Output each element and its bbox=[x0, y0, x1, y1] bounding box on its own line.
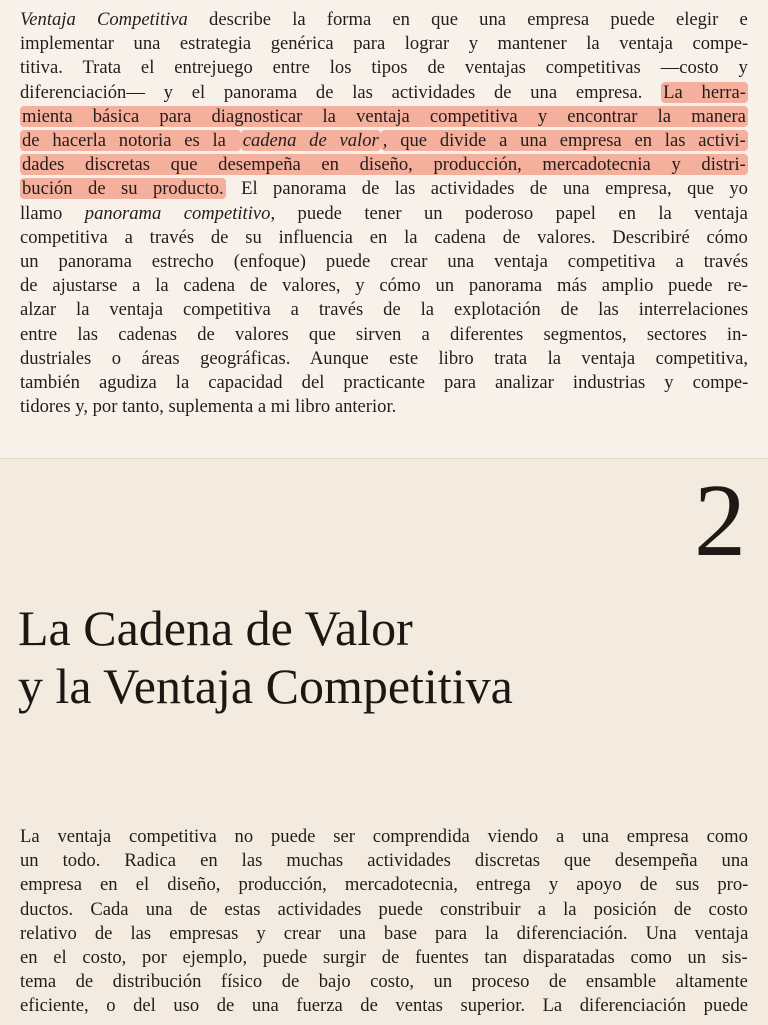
text-segment: competitiva a través de su influencia en la cadena de valores. Describiré cómo bbox=[20, 226, 748, 248]
chapter-title bbox=[18, 599, 513, 715]
chapter-body-paragraph bbox=[20, 825, 748, 1019]
text-line: en el costo, por ejemplo, puede surgir de fuentes tan disparatadas como un sis- bbox=[20, 947, 748, 969]
highlighted-text: dades discretas que desempeña en diseño, producción, mercadotecnia y distri- bbox=[22, 154, 746, 176]
text-segment: implementar una estrategia genérica para lograr y mantener la ventaja compe- bbox=[20, 33, 749, 55]
chapter-number: 2 bbox=[694, 463, 746, 578]
highlighted-text: bución de su producto. bbox=[22, 178, 224, 200]
text-segment: alzar la ventaja competitiva a través de la explotación de las interrelaciones bbox=[20, 299, 749, 321]
text-segment: de ajustarse a la cadena de valores, y cómo un panorama más amplio puede re- bbox=[20, 275, 748, 297]
text-line: eficiente, o del uso de una fuerza de ventas superior. La diferenciación puede bbox=[20, 995, 749, 1017]
text-line: ductos. Cada una de estas actividades puede constribuir a la posición de costo bbox=[20, 898, 748, 920]
text-line bbox=[20, 32, 748, 56]
highlighted-text: , que divide a una empresa en las activi- bbox=[382, 130, 746, 152]
text-line bbox=[20, 250, 748, 274]
text-segment: describe la forma en que una empresa puede elegir e bbox=[187, 9, 748, 30]
italic-term: Ventaja Competitiva bbox=[20, 9, 188, 30]
highlighted-italic-term: cadena de valor bbox=[242, 130, 379, 152]
highlighted-text: mienta básica para diagnosticar la ventaja competitiva y encontrar la manera bbox=[22, 105, 746, 127]
text-line: relativo de las empresas y crear una base para la diferenciación. Una ventaja bbox=[20, 922, 749, 944]
text-line bbox=[20, 323, 748, 347]
text-line bbox=[20, 226, 748, 250]
chapter-title-line-2: y la Ventaja Competitiva bbox=[18, 658, 513, 714]
text-line: tema de distribución físico de bajo costo, un proceso de ensamble altamente bbox=[20, 971, 748, 993]
text-line bbox=[20, 8, 748, 32]
text-line: empresa en el diseño, producción, mercadotecnia, entrega y apoyo de sus pro- bbox=[20, 874, 749, 896]
text-segment: tidores y, por tanto, suplementa a mi libro anterior. bbox=[20, 396, 397, 418]
bottom-page bbox=[0, 458, 768, 1025]
highlighted-text: de hacerla notoria es la bbox=[22, 130, 239, 152]
text-segment: un panorama estrecho (enfoque) puede crear una ventaja competitiva a través bbox=[20, 251, 749, 273]
text-segment: dustriales o áreas geográficas. Aunque este libro trata la ventaja competitiva, bbox=[20, 347, 748, 369]
text-segment: El panorama de las actividades de una empresa, que yo bbox=[225, 178, 748, 200]
text-line bbox=[20, 153, 748, 177]
top-paragraph bbox=[20, 8, 748, 419]
text-segment: también agudiza la capacidad del practicante para analizar industrias y compe- bbox=[20, 372, 749, 394]
text-line bbox=[20, 56, 748, 80]
text-line bbox=[20, 202, 748, 226]
chapter-title-line-1: La Cadena de Valor bbox=[18, 600, 413, 656]
text-line bbox=[20, 347, 748, 371]
text-line bbox=[20, 371, 748, 395]
text-line: La ventaja competitiva no puede ser comprendida viendo a una empresa como bbox=[20, 826, 748, 847]
text-line bbox=[20, 395, 748, 419]
text-segment: diferenciación— y el panorama de las actividades de una empresa. bbox=[20, 81, 662, 103]
text-segment: titiva. Trata el entrejuego entre los tipos de ventajas competitivas —costo y bbox=[20, 57, 748, 79]
text-line bbox=[20, 274, 748, 298]
text-line bbox=[20, 129, 748, 153]
text-line bbox=[20, 105, 748, 129]
text-segment: entre las cadenas de valores que sirven a diferentes segmentos, sectores in- bbox=[20, 323, 748, 345]
text-line bbox=[20, 81, 748, 105]
text-line bbox=[20, 177, 748, 201]
italic-term: panorama competitivo bbox=[84, 202, 271, 224]
text-line: un todo. Radica en las muchas actividades discretas que desempeña una bbox=[20, 850, 749, 872]
text-line bbox=[20, 298, 748, 322]
text-segment: , puede tener un poderoso papel en la ventaja bbox=[270, 202, 748, 224]
highlighted-text: La herra- bbox=[663, 81, 746, 103]
text-segment: llamo bbox=[20, 202, 85, 224]
top-page bbox=[0, 0, 768, 458]
